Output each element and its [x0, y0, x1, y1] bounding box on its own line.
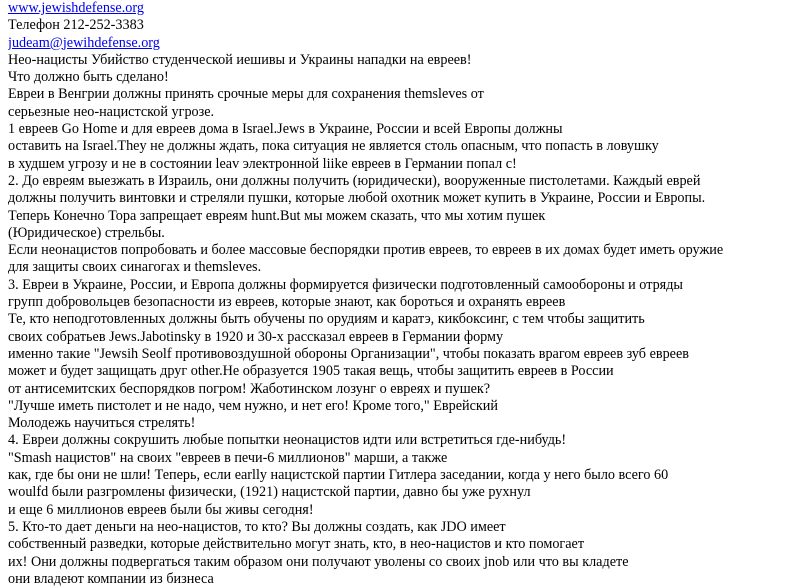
text-line: своих собратьев Jews.Jabotinsky в 1920 и 30-х рассказал евреев в Германии форму	[8, 328, 504, 345]
document-page	[8, 0, 794, 588]
text-line: от антисемитских беспорядков погром! Жаботинском лозунг о евреях и пушек?	[8, 380, 491, 397]
text-line: в худшем угрозу и не в состоянии leav электронной liike евреев в Германии попал с!	[8, 155, 517, 172]
text-line: оставить на Israel.They не должны ждать, пока ситуация не является столь опасным, что попасть в ловушку	[8, 138, 659, 155]
subheading: Что должно быть сделано!	[8, 69, 169, 86]
text-line: может и будет защищать друг other.Не образуется 1905 такая вещь, чтобы защитить евреев в России	[8, 363, 614, 380]
text-line: 3. Евреи в Украине, России, и Европа должны формируется физически подготовленный самообороны и отряды	[8, 276, 683, 293]
text-line: "Лучше иметь пистолет и не надо, чем нужно, и нет его! Кроме того," Еврейский	[8, 397, 498, 414]
text-line: должны получить винтовки и стреляли пушки, которые любой охотник может купить в Украине, России и Европы.	[8, 190, 706, 207]
text-line: собственный разведки, которые действительно могут знать, кто, в нео-нацистов и кто помогает	[8, 536, 585, 553]
phone-number: Телефон 212-252-3383	[8, 17, 144, 34]
text-line: для защиты своих синагогах и themsleves.	[8, 259, 262, 276]
text-line: их! Они должны подвергаться таким образом они получают уволены со своих jnob или что вы кладете	[8, 553, 629, 570]
text-line: серьезные нео-нацистской угрозе.	[8, 103, 215, 120]
text-line: Молодежь научиться стрелять!	[8, 415, 196, 432]
text-line: и еще 6 миллионов евреев были бы живы сегодня!	[8, 501, 314, 518]
email-link[interactable]: judeam@jewihdefense.org	[8, 34, 160, 51]
text-line: Если неонацистов попробовать и более массовые беспорядки против евреев, то евреев в их домах будет иметь оружие	[8, 242, 724, 259]
text-line: 4. Евреи должны сокрушить любые попытки неонацистов идти или встретиться где-нибудь!	[8, 432, 567, 449]
website-link[interactable]: www.jewishdefense.org	[8, 0, 144, 16]
text-line: 1 евреев Go Home и для евреев дома в Israel.Jews в Украине, России и всей Европы должны	[8, 121, 563, 138]
text-line: 5. Кто-то дает деньги на нео-нацистов, то кто? Вы должны создать, как JDO имеет	[8, 518, 506, 535]
text-line: woulfd были разгромлены физически, (1921) нацистской партии, давно бы уже рухнул	[8, 484, 531, 501]
text-line: Евреи в Венгрии должны принять срочные меры для сохранения themsleves от	[8, 86, 484, 103]
text-line: именно такие "Jewsih Seolf противовоздушной обороны Организации", чтобы показать врагом евреев зуб евреев	[8, 345, 689, 362]
text-line: (Юридическое) стрельбы.	[8, 224, 165, 241]
headline: Нео-нацисты Убийство студенческой иешивы и Украины нападки на евреев!	[8, 51, 472, 68]
text-line: Теперь Конечно Тора запрещает евреям hunt.But мы можем сказать, что мы хотим пушек	[8, 207, 546, 224]
text-line: "Smash нацистов" на своих "евреев в печи-6 миллионов" марши, а также	[8, 449, 448, 466]
text-line: групп добровольцев безопасности из евреев, которые знают, как бороться и охранять евреев	[8, 294, 566, 311]
text-line: Те, кто неподготовленных должны быть обучены по орудиям и каратэ, кикбоксинг, с тем чтобы защитить	[8, 311, 645, 328]
text-line: они владеют компании из бизнеса	[8, 570, 214, 587]
text-line: как, где бы они не шли! Теперь, если earlly нацистской партии Гитлера заседании, когда у него было всего 60	[8, 467, 669, 484]
text-line: 2. До евреям выезжать в Израиль, они должны получить (юридически), вооруженные пистолетами. Каждый еврей	[8, 172, 701, 189]
